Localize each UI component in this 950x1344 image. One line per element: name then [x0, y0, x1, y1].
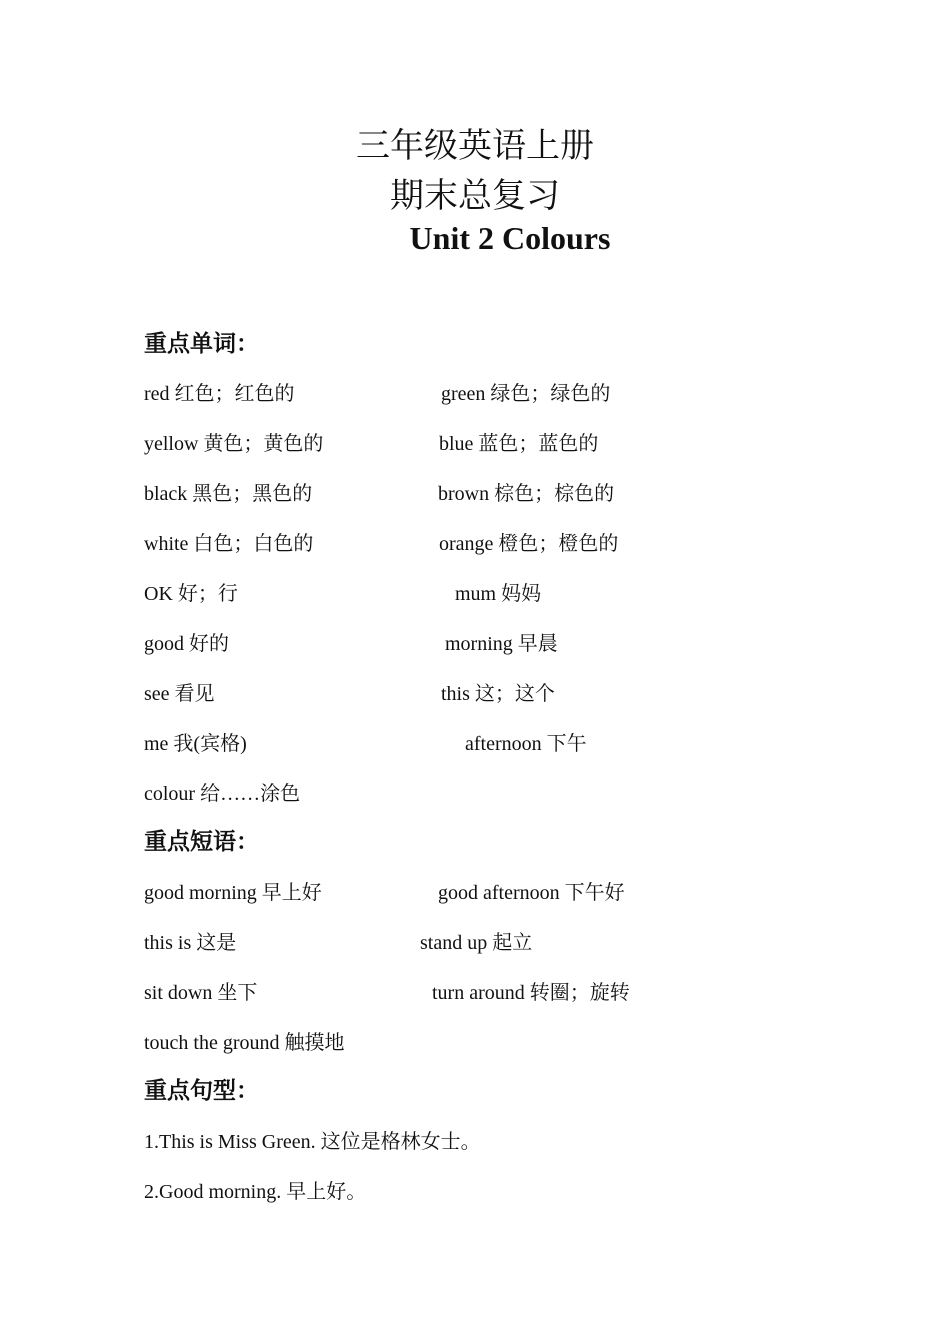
- sentence-item: 1.This is Miss Green. 这位是格林女士。: [144, 1131, 481, 1153]
- sentences-heading: 重点句型：: [144, 1078, 259, 1103]
- word-item: blue 蓝色；蓝色的: [439, 433, 599, 455]
- unit-title: Unit 2 Colours: [409, 220, 611, 256]
- word-item: mum 妈妈: [455, 583, 542, 605]
- phrase-item: stand up 起立: [420, 932, 533, 954]
- phrase-item: touch the ground 触摸地: [144, 1032, 345, 1054]
- word-item: OK 好；行: [144, 583, 238, 605]
- page-title: 三年级英语上册: [356, 128, 594, 165]
- word-item: see 看见: [144, 683, 215, 705]
- phrase-item: turn around 转圈；旋转: [432, 982, 630, 1004]
- word-item: afternoon 下午: [465, 733, 587, 755]
- word-item: this 这；这个: [441, 683, 555, 705]
- phrases-heading: 重点短语：: [144, 829, 259, 854]
- word-item: red 红色；红色的: [144, 383, 295, 405]
- word-item: brown 棕色；棕色的: [438, 483, 615, 505]
- sentence-item: 2.Good morning. 早上好。: [144, 1181, 367, 1203]
- word-item: black 黑色；黑色的: [144, 483, 313, 505]
- word-item: green 绿色；绿色的: [441, 383, 611, 405]
- phrase-item: this is 这是: [144, 932, 237, 954]
- word-item: colour 给……涂色: [144, 783, 301, 805]
- word-item: orange 橙色；橙色的: [439, 533, 619, 555]
- phrase-item: good afternoon 下午好: [438, 882, 625, 904]
- word-item: white 白色；白色的: [144, 533, 314, 555]
- word-item: morning 早晨: [445, 633, 558, 655]
- word-item: good 好的: [144, 633, 229, 655]
- phrase-item: sit down 坐下: [144, 982, 258, 1004]
- word-item: yellow 黄色；黄色的: [144, 433, 324, 455]
- words-heading: 重点单词：: [144, 331, 259, 356]
- phrase-item: good morning 早上好: [144, 882, 322, 904]
- word-item: me 我(宾格): [144, 733, 247, 755]
- page-subtitle: 期末总复习: [390, 178, 560, 215]
